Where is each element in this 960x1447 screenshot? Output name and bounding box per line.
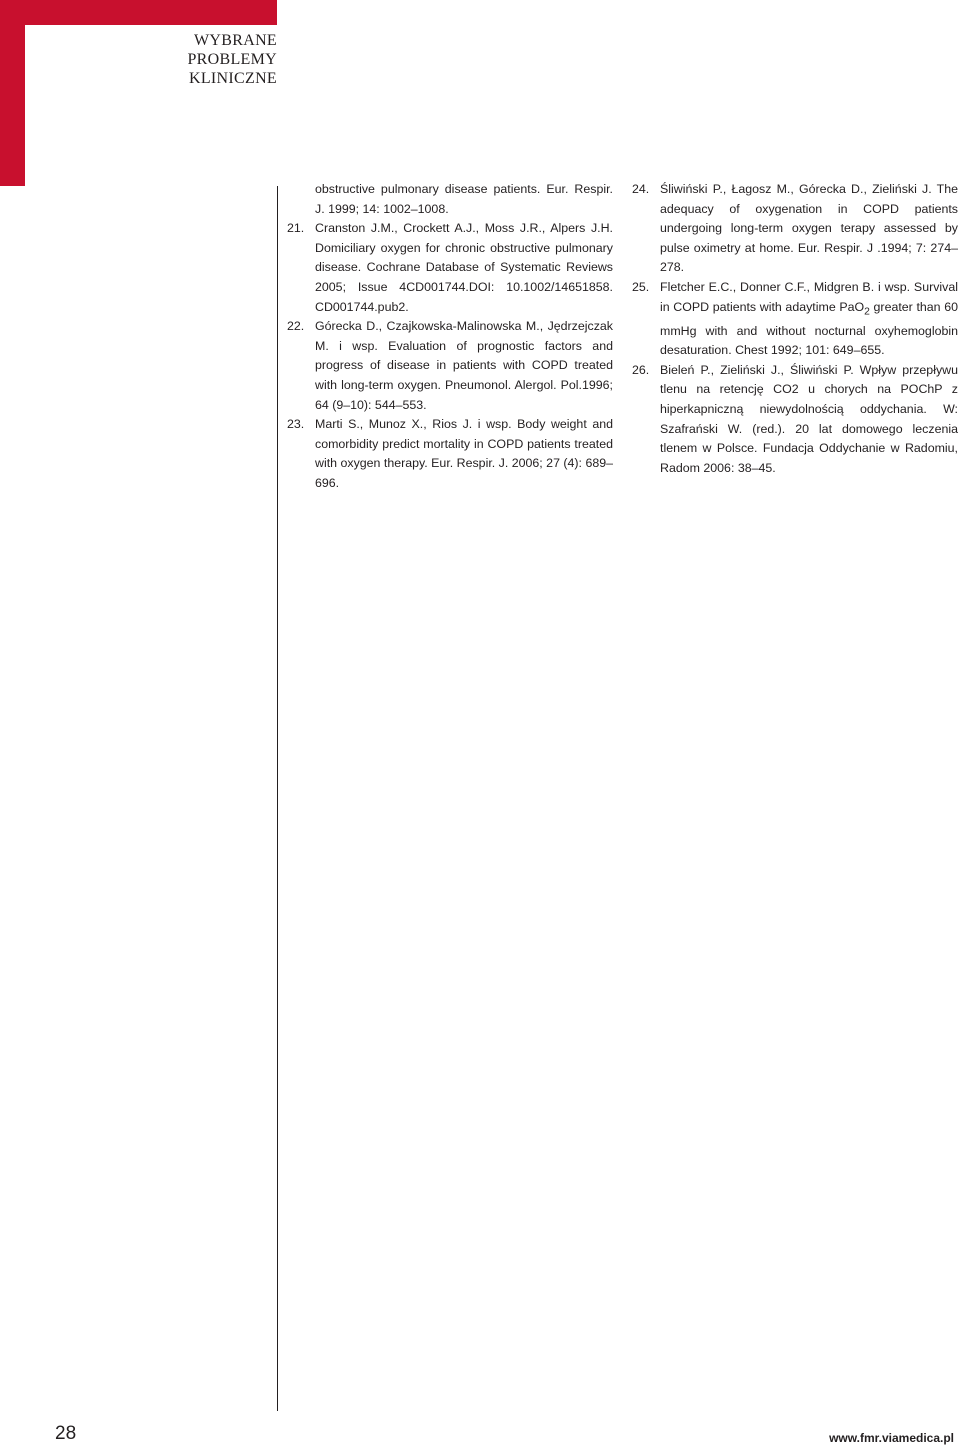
column-divider	[277, 186, 278, 1411]
reference-continuation	[287, 180, 613, 219]
reference-item	[287, 317, 613, 415]
references-left-column	[287, 180, 613, 494]
website-url: www.fmr.viamedica.pl	[829, 1431, 954, 1445]
header-accent-bar-top	[0, 0, 277, 25]
reference-number: 26.	[632, 362, 650, 377]
section-title-line: WYBRANE	[194, 32, 277, 49]
header-accent-bar-left	[0, 0, 25, 186]
reference-number: 22.	[287, 319, 305, 334]
reference-number: 23.	[287, 417, 305, 432]
subscript: 2	[864, 306, 870, 318]
section-title-line: PROBLEMY	[187, 51, 277, 68]
reference-item	[632, 361, 958, 479]
reference-text: obstructive pulmonary disease patients. Eur. Respir. J. 1999; 14: 1002–1008.	[315, 182, 613, 216]
reference-item	[287, 219, 613, 317]
section-title	[37, 31, 277, 88]
reference-item	[632, 278, 958, 361]
reference-text	[660, 280, 958, 357]
reference-text: Bieleń P., Zieliński J., Śliwiński P. Wpływ przepływu tlenu na retencję CO2 u chorych na POChP z hiperkapniczną niewydolnością oddychania. W: Szafrański W. (red.). 20 lat domowego leczenia tlenem w Polsce. Fundacja Oddychanie w Radomiu, Radom 2006: 38–45.	[660, 362, 958, 475]
page-number: 28	[55, 1423, 77, 1444]
reference-text-part: Fletcher E.C., Donner C.F., Midgren B. i wsp. Survival in COPD patients with adaytime PaO	[660, 279, 958, 314]
reference-item	[287, 415, 613, 493]
section-title-line: KLINICZNE	[188, 70, 277, 87]
reference-number: 24.	[632, 182, 650, 196]
references-right-column	[632, 180, 958, 478]
reference-text: Górecka D., Czajkowska-Malinowska M., Jędrzejczak M. i wsp. Evaluation of prognostic factors and progress of disease in patients with COPD treated with long-term oxygen. Pneumonol. Alergol. Pol.1996; 64 (9–10): 544–553.	[315, 319, 613, 412]
reference-text-part: greater than 60 mmHg with and without nocturnal oxyhemoglobin desaturation. Chest 1992; 101: 649–655.	[660, 299, 958, 358]
reference-text: Cranston J.M., Crockett A.J., Moss J.R., Alpers J.H. Domiciliary oxygen for chronic obstructive pulmonary disease. Cochrane Database of Systematic Reviews 2005; Issue 4CD001744.DOI: 10.1002/14651858. CD001744.pub2.	[315, 221, 613, 314]
reference-text: Marti S., Munoz X., Rios J. i wsp. Body weight and comorbidity predict mortality in COPD patients treated with oxygen therapy. Eur. Respir. J. 2006; 27 (4): 689–696.	[315, 417, 614, 490]
reference-text: Śliwiński P., Łagosz M., Górecka D., Zieliński J. The adequacy of oxygenation in COPD patients undergoing long-term oxygen terapy assessed by pulse oximetry at home. Eur. Respir. J .1994; 7: 274–278.	[660, 182, 958, 275]
reference-number: 25.	[632, 279, 650, 294]
reference-number: 21.	[287, 221, 305, 236]
reference-item	[632, 180, 958, 278]
